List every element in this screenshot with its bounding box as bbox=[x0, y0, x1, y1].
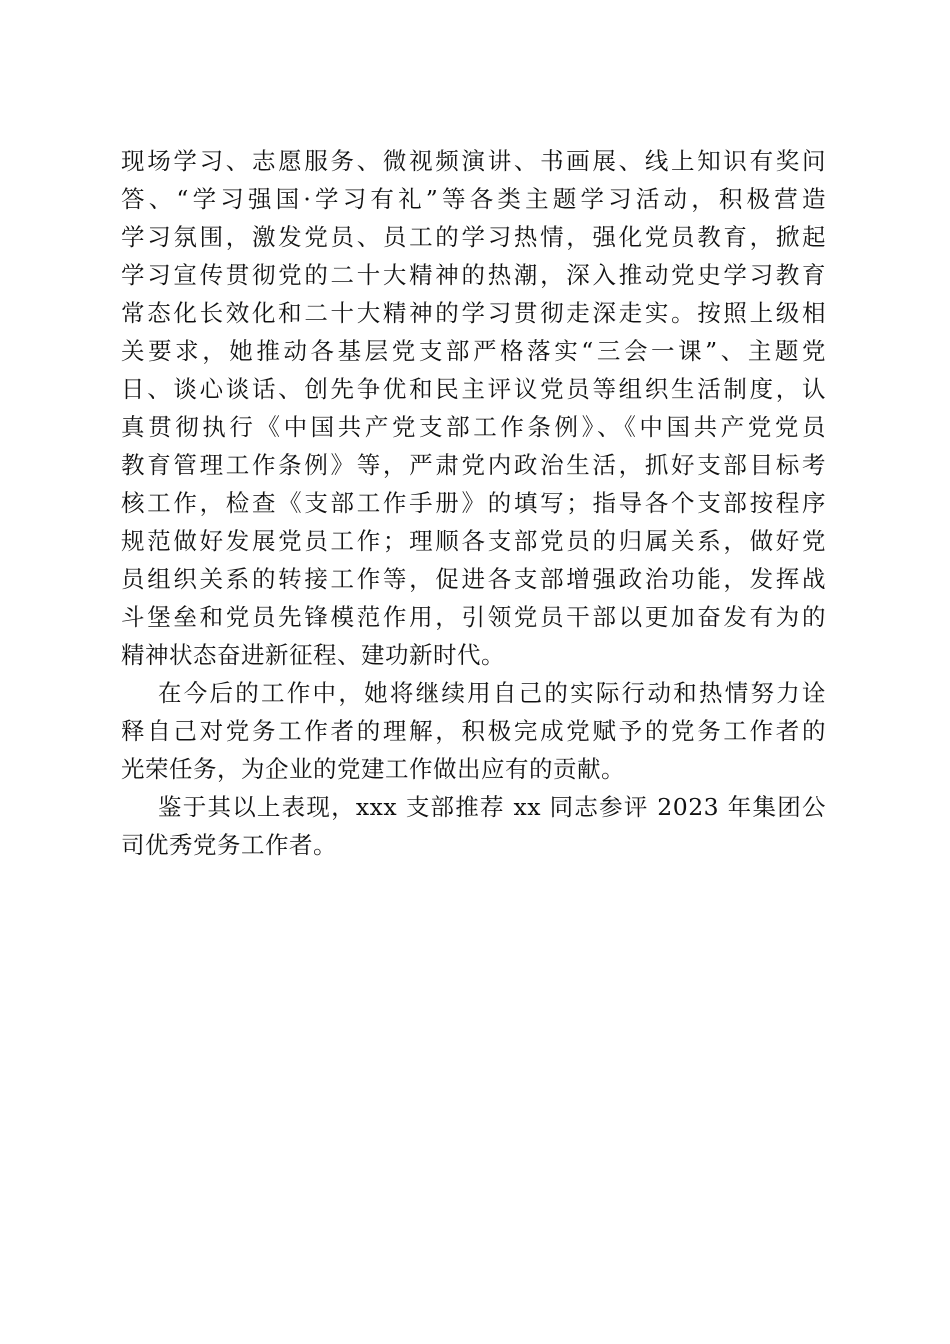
text-line: 真贯彻执行《中国共产党支部工作条例》、《中国共产党党员 bbox=[121, 413, 826, 441]
document-body bbox=[121, 142, 826, 864]
paragraph-1 bbox=[121, 142, 826, 674]
text-line: 鉴于其以上表现，xxx 支部推荐 xx 同志参评 2023 年集团公 bbox=[158, 793, 826, 821]
text-line: 司优秀党务工作者。 bbox=[121, 831, 337, 859]
text-line: 在今后的工作中，她将继续用自己的实际行动和热情努力诠 bbox=[158, 679, 826, 707]
paragraph-2 bbox=[121, 674, 826, 788]
text-line: 日、谈心谈话、创先争优和民主评议党员等组织生活制度，认 bbox=[121, 375, 826, 403]
text-line: 学习宣传贯彻党的二十大精神的热潮，深入推动党史学习教育 bbox=[121, 261, 826, 289]
text-line: 光荣任务，为企业的党建工作做出应有的贡献。 bbox=[121, 755, 625, 783]
text-line: 现场学习、志愿服务、微视频演讲、书画展、线上知识有奖问 bbox=[121, 147, 826, 175]
text-line: 精神状态奋进新征程、建功新时代。 bbox=[121, 641, 505, 669]
text-line: 员组织关系的转接工作等，促进各支部增强政治功能，发挥战 bbox=[121, 565, 826, 593]
text-line: 核工作，检查《支部工作手册》的填写；指导各个支部按程序 bbox=[121, 489, 826, 517]
text-line: 常态化长效化和二十大精神的学习贯彻走深走实。按照上级相 bbox=[121, 299, 826, 327]
text-line: 关要求，她推动各基层党支部严格落实“三会一课”、主题党 bbox=[121, 337, 826, 365]
text-line: 答、“学习强国·学习有礼”等各类主题学习活动，积极营造 bbox=[121, 185, 826, 213]
text-line: 规范做好发展党员工作；理顺各支部党员的归属关系，做好党 bbox=[121, 527, 826, 555]
text-line: 斗堡垒和党员先锋模范作用，引领党员干部以更加奋发有为的 bbox=[121, 603, 826, 631]
text-line: 教育管理工作条例》等，严肃党内政治生活，抓好支部目标考 bbox=[121, 451, 826, 479]
paragraph-3 bbox=[121, 788, 826, 864]
text-line: 释自己对党务工作者的理解，积极完成党赋予的党务工作者的 bbox=[121, 717, 826, 745]
text-line: 学习氛围，激发党员、员工的学习热情，强化党员教育，掀起 bbox=[121, 223, 826, 251]
